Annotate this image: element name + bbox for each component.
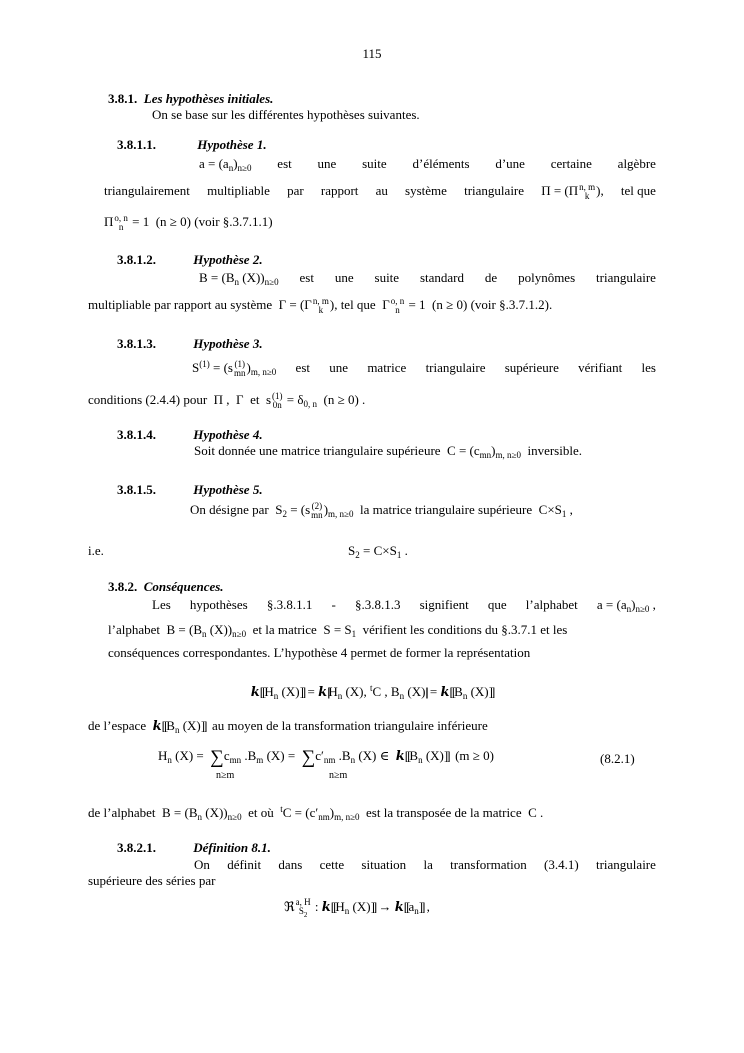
word: certaine (550, 156, 592, 171)
formula-pi-condition: Π o, n n = 1 (n ≥ 0) (104, 213, 192, 233)
hypothesis-1-line-2 (104, 183, 656, 201)
formula-a-sequence: $a = (a_n)_{n\ge 0}$ (199, 156, 252, 173)
sum-index-1: n≥m (216, 770, 235, 781)
formula-s2-matrix: $S_2 = (s$ (2) mn )$_{m, n\ge 0}$ (271, 501, 354, 521)
hypothesis-number: 3.8.1.3. (117, 336, 156, 351)
formula-pi: Π , Γ (210, 392, 247, 407)
formula-series-transformation: ℜ a, H $S_2$ : $k[[H_n$ $(X)]] \to k[[a_n]]$ , (284, 897, 430, 919)
word: transformation (450, 857, 527, 872)
word: une (317, 156, 337, 171)
hypothesis-1-line-3 (104, 214, 273, 232)
word: suite (362, 156, 387, 171)
espace-line (88, 718, 488, 736)
hypothesis-number: 3.8.1.4. (117, 427, 156, 442)
text: l’alphabet (108, 622, 160, 637)
hypothesis-number: 3.8.1.5. (117, 482, 156, 497)
formula-c: C . (524, 805, 544, 820)
word: signifient (419, 597, 469, 612)
section-title: Conséquences. (143, 579, 224, 594)
formula-b-sequence: $B = (B_n$ $(X))_{n\ge 0}$ (163, 622, 247, 639)
hypothesis-title: Hypothèse 2. (193, 252, 263, 267)
formula-c-times-s1: $C\times S_1$ , (535, 502, 573, 519)
word: triangulaire (425, 360, 486, 375)
sum-index-2: n≥m (329, 770, 348, 781)
word: standard (419, 270, 465, 285)
reference-text: (voir §.3.7.1.2). (470, 297, 553, 312)
text: On désigne par (190, 502, 269, 517)
hypothesis-number: 3.8.1.1. (117, 137, 156, 152)
word: triangulaire (596, 270, 656, 285)
text: et où (248, 805, 274, 820)
word: définit (227, 857, 262, 872)
word: hypothèses (189, 597, 248, 612)
word: au (375, 183, 388, 198)
word: triangulairement (104, 183, 190, 198)
formula-a-sequence: $a = (a_n)_{n\ge 0}$ , (596, 597, 656, 614)
formula-pi-system: Π = (Π n, m k ), (541, 182, 604, 202)
text: vérifient les conditions du §.3.7.1 et les (362, 622, 568, 637)
definition-line-2: supérieure des séries par (88, 873, 216, 888)
hypothesis-2-line-1 (199, 270, 656, 288)
word: vérifiant (578, 360, 623, 375)
hypothesis-4-heading (117, 427, 263, 443)
word: polynômes (518, 270, 576, 285)
word: suite (374, 270, 400, 285)
text: Soit donnée une matrice triangulaire supérieure (194, 443, 441, 458)
word: situation (361, 857, 407, 872)
hypothesis-2-line-2 (88, 297, 552, 315)
word: d’une (495, 156, 525, 171)
definition-8-1-heading (117, 840, 271, 856)
formula-gamma-system: Γ = (Γ n, m k ) (275, 296, 335, 316)
text: et la matrice (252, 622, 317, 637)
hypothesis-2-heading (117, 252, 263, 268)
text: la matrice triangulaire supérieure (359, 502, 533, 517)
consequences-line-3: conséquences correspondantes. L’hypothèse 4 permet de former la représentation (108, 645, 531, 660)
hypothesis-4-line-1 (194, 443, 582, 461)
hypothesis-3-line-1 (192, 359, 656, 378)
word: triangulaire (595, 857, 656, 872)
word: est (299, 270, 314, 285)
word: les (641, 360, 656, 375)
alphabet-line (88, 804, 543, 823)
word: triangulaire (464, 183, 525, 198)
hypothesis-title: Hypothèse 4. (193, 427, 263, 442)
formula-s1-matrix: $S^{(1)} = (s$ (1) mn )$_{m, n\ge 0}$ (192, 359, 277, 379)
page-number: 115 (362, 46, 382, 61)
formula-c-matrix: $C = (c_{mn})_{m, n\ge 0}$ (443, 443, 521, 460)
hypothesis-3-line-2 (88, 392, 365, 410)
section-heading-3-8-2 (108, 579, 224, 595)
consequences-line-2 (108, 622, 656, 640)
text: multipliable par rapport au système (88, 297, 273, 312)
word: est (295, 360, 310, 375)
word: rapport (320, 183, 359, 198)
consequences-line-1 (152, 597, 656, 615)
hypothesis-3-heading (117, 336, 263, 352)
hypothesis-title: Hypothèse 5. (193, 482, 263, 497)
word: supérieure (504, 360, 559, 375)
word: une (334, 270, 354, 285)
hypothesis-1-line-1 (199, 156, 656, 174)
hypothesis-5-line-1 (190, 502, 573, 520)
hypothesis-title: Hypothèse 3. (193, 336, 263, 351)
word: que (487, 597, 507, 612)
word: On (194, 857, 210, 872)
word: multipliable (207, 183, 270, 198)
definition-number: 3.8.2.1. (117, 840, 156, 855)
word: la (423, 857, 433, 872)
text: , tel que (334, 297, 376, 312)
hypothesis-1-heading (117, 137, 267, 153)
definition-line-1 (194, 857, 656, 873)
word: l’alphabet (525, 597, 578, 612)
word: d’éléments (412, 156, 470, 171)
hypothesis-number: 3.8.1.2. (117, 252, 156, 267)
equation-number: (8.2.1) (600, 751, 635, 766)
word: - (331, 597, 336, 612)
word: cette (319, 857, 345, 872)
word: matrice (367, 360, 407, 375)
word: §.3.8.1.1 (266, 597, 313, 612)
word: algèbre (617, 156, 656, 171)
text: au moyen de la transformation triangulaire inférieure (211, 718, 488, 733)
word: une (329, 360, 349, 375)
text: de l’alphabet (88, 805, 156, 820)
word: dans (278, 857, 303, 872)
ie-label: i.e. (88, 543, 104, 558)
formula-space: $k[[B_n$ (X)]] (152, 718, 206, 735)
formula-s1-condition: s (1) 0n = $\delta_{0, n}$ (n ≥ 0) . (262, 391, 366, 411)
hypothesis-title: Hypothèse 1. (197, 137, 267, 152)
word: est (277, 156, 292, 171)
formula-b-sequence: $B = (B_n$ $(X))_{n\ge 0}$ (158, 805, 242, 822)
text: et (250, 392, 260, 407)
text: conditions (2.4.4) pour (88, 392, 208, 407)
text: de l’espace (88, 718, 147, 733)
section-number: 3.8.1. (108, 91, 138, 106)
word: tel que (620, 183, 656, 198)
formula-transformation: $H_n$ $(X) = \sum c_{mn}$ $.B_m$ $(X) = \sum c'_{nm}$ $.B_n$ (X) ∈ $k[[B_n$ (X)]] (m ≥ 0) (158, 747, 494, 768)
text: inversible. (527, 443, 582, 458)
definition-title: Définition 8.1. (193, 840, 271, 855)
word: Les (152, 597, 171, 612)
section-title: Les hypothèses initiales. (143, 91, 274, 106)
text: est la transposée de la matrice (366, 805, 522, 820)
word: par (287, 183, 304, 198)
word: système (405, 183, 447, 198)
formula-representation: $k[[H_n$ $(X)]] = k||H_n$ (X), $^t$C , $B_n$ $(X)|| = k[[B_n$ (X)]] (250, 683, 494, 701)
formula-transpose: $^tC = (c'_{nm})_{m, n\ge 0}$ (280, 804, 360, 822)
formula-s2-equals: $S_2 = C\times S_1$ . (348, 543, 408, 560)
hypothesis-5-heading (117, 482, 263, 498)
formula-s-equals-s1: $S = S_1$ (320, 622, 357, 639)
section-number: 3.8.2. (108, 579, 138, 594)
reference-text: (voir §.3.7.1.1) (194, 214, 273, 229)
section-heading-3-8-1 (108, 91, 273, 107)
word: (3.4.1) (544, 857, 579, 872)
word: de (484, 270, 498, 285)
section-intro: On se base sur les différentes hypothèses suivantes. (152, 107, 420, 122)
formula-gamma-condition: Γ o, n n = 1 (n ≥ 0) (378, 296, 468, 316)
formula-b-sequence: $B = (B_n$ $(X))_{n\ge 0}$ (199, 270, 279, 287)
word: §.3.8.1.3 (354, 597, 401, 612)
